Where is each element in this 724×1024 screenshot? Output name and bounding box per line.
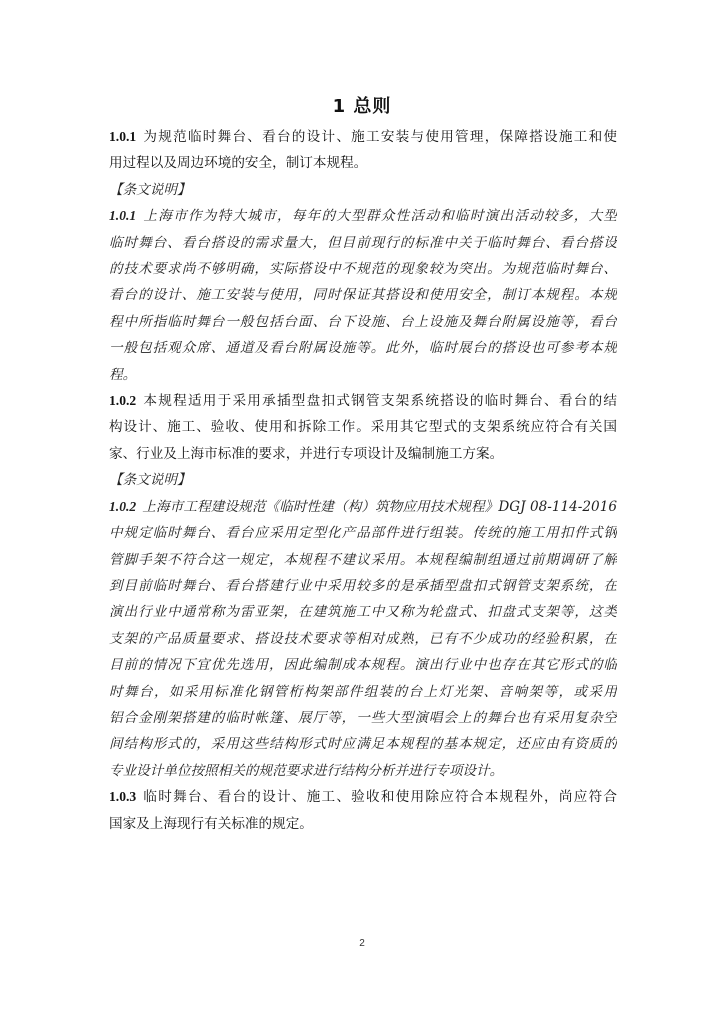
clause-1-0-2 — [109, 388, 617, 467]
note-text: 上海市作为特大城市，每年的大型群众性活动和临时演出活动较多，大型 — [142, 208, 617, 225]
clause-note-1-0-2 — [109, 467, 617, 784]
note-text: 时舞台，如采用标准化钢管桁构架部件组装的台上灯光架、音响架等，或采用 — [109, 683, 617, 700]
clause-text: 国家及上海现行有关标准的规定。 — [109, 815, 313, 832]
page-number: 2 — [359, 938, 365, 949]
clause-1-0-1 — [109, 124, 617, 177]
note-text: 上海市工程建设规范《临时性建（构）筑物应用技术规程》DGJ 08-114-2016 — [142, 498, 617, 515]
clause-text: 本规程适用于采用承插型盘扣式钢管支架系统搭设的临时舞台、看台的结 — [142, 393, 617, 410]
chapter-title: 1 总则 — [332, 96, 392, 117]
clause-note-1-0-1 — [109, 177, 617, 388]
note-text: 支架的产品质量要求、搭设技术要求等相对成熟，已有不少成功的经验积累，在 — [109, 630, 617, 647]
note-text: 一般包括观众席、通道及看台附属设施等。此外，临时展台的搭设也可参考本规 — [109, 340, 617, 357]
clause-text: 构设计、施工、验收、使用和拆除工作。采用其它型式的支架系统应符合有关国 — [109, 419, 617, 436]
note-text: 间结构形式的，采用这些结构形式时应满足本规程的基本规定，还应由有资质的 — [109, 736, 617, 753]
note-label: 【条文说明】 — [109, 181, 191, 198]
note-text: 看台的设计、施工安装与使用，同时保证其搭设和使用安全，制订本规程。本规 — [109, 287, 617, 304]
note-text: 专业设计单位按照相关的规范要求进行结构分析并进行专项设计。 — [109, 762, 504, 779]
note-text: 管脚手架不符合这一规定，本规程不建议采用。本规程编制组通过前期调研了解 — [109, 551, 617, 568]
note-text: 到目前临时舞台、看台搭建行业中采用较多的是承插型盘扣式钢管支架系统，在 — [109, 577, 617, 594]
note-text: 的技术要求尚不够明确，实际搭设中不规范的现象较为突出。为规范临时舞台、 — [109, 261, 617, 278]
clause-text: 用过程以及周边环境的安全，制订本规程。 — [109, 155, 368, 172]
clause-text: 家、行业及上海市标准的要求，并进行专项设计及编制施工方案。 — [109, 445, 504, 462]
note-text: 铝合金刚架搭建的临时帐篷、展厅等，一些大型演唱会上的舞台也有采用复杂空 — [109, 709, 617, 726]
clause-1-0-3 — [109, 784, 617, 837]
clause-number: 1.0.2 — [109, 498, 137, 514]
note-text: 演出行业中通常称为雷亚架，在建筑施工中又称为轮盘式、扣盘式支架等，这类 — [109, 604, 617, 621]
note-text: 临时舞台、看台搭设的需求量大，但目前现行的标准中关于临时舞台、看台搭设 — [109, 234, 617, 251]
note-text: 目前的情况下宜优先选用，因此编制成本规程。演出行业中也存在其它形式的临 — [109, 657, 617, 674]
clause-number: 1.0.1 — [109, 129, 137, 144]
clause-text: 为规范临时舞台、看台的设计、施工安装与使用管理，保障搭设施工和使 — [142, 129, 617, 145]
clause-number: 1.0.1 — [109, 208, 137, 224]
document-body — [109, 124, 617, 837]
note-text: 中规定临时舞台、看台应采用定型化产品部件进行组装。传统的施工用扣件式钢 — [109, 525, 617, 542]
note-text: 程中所指临时舞台一般包括台面、台下设施、台上设施及舞台附属设施等，看台 — [109, 313, 617, 330]
clause-number: 1.0.2 — [109, 393, 137, 409]
clause-text: 临时舞台、看台的设计、施工、验收和使用除应符合本规程外，尚应符合 — [142, 789, 617, 806]
note-label: 【条文说明】 — [109, 472, 191, 489]
note-text: 程。 — [109, 366, 137, 383]
clause-number: 1.0.3 — [109, 789, 137, 805]
